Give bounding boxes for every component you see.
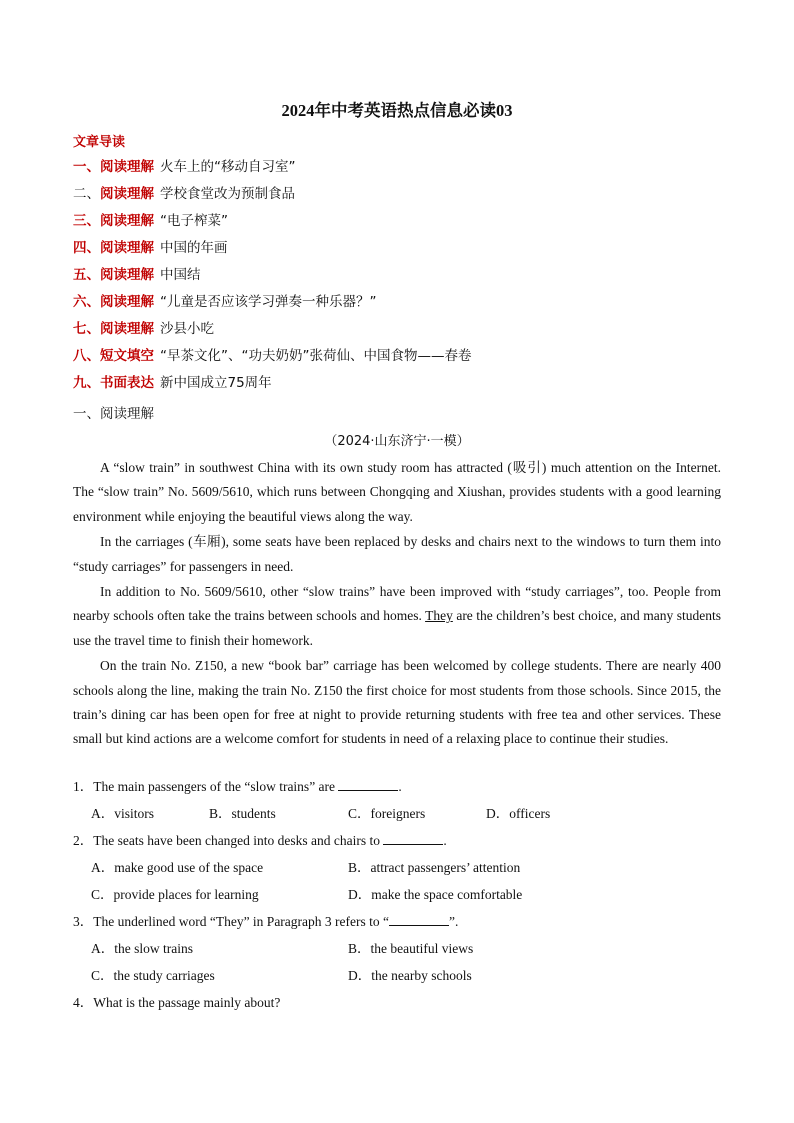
reading-passage: [73, 456, 721, 753]
guide-item-number: 六、: [73, 294, 100, 310]
passage-paragraph: [73, 580, 721, 653]
guide-item: [73, 157, 471, 184]
guide-item-tag: 书面表达: [100, 375, 154, 391]
guide-item: [73, 238, 471, 265]
guide-item-desc: 中国结: [160, 267, 201, 283]
option-a: A．the slow trains: [91, 941, 193, 956]
guide-item-desc: 火车上的“移动自习室”: [160, 159, 296, 175]
question-text: 1．The main passengers of the “slow trains” are: [73, 779, 339, 794]
question-stem: [73, 776, 721, 803]
question-text: 3．The underlined word “They” in Paragraph 3 refers to “: [73, 914, 390, 929]
answer-blank: [389, 911, 449, 926]
option-c: C．foreigners: [348, 806, 426, 821]
passage-paragraph: A “slow train” in southwest China with its own study room has attracted (吸引) much attention on the Internet. The “slow train” No. 5609/5610, which runs between Chongqing and Xiushan, provides students with a good learning environment while enjoying the beautiful views along the way.: [73, 460, 721, 524]
guide-item-desc: “电子榨菜”: [160, 213, 228, 229]
guide-item: [73, 211, 471, 238]
question-text: 2．The seats have been changed into desks and chairs to: [73, 833, 384, 848]
question-stem: [73, 992, 721, 1019]
option-row: [73, 803, 721, 830]
guide-item-number: 五、: [73, 267, 100, 283]
guide-item-desc: 中国的年画: [160, 240, 228, 256]
underlined-word: They: [425, 608, 453, 624]
guide-item-tag: 阅读理解: [100, 294, 154, 310]
guide-item-desc: “早茶文化”、“功夫奶奶”张荷仙、中国食物——春卷: [160, 348, 472, 364]
guide-item: [73, 373, 471, 400]
passage-paragraph: In the carriages (车厢), some seats have been replaced by desks and chairs next to the windows to turn them into “study carriages” for passengers in need.: [73, 534, 721, 574]
guide-item-number: 二、: [73, 186, 100, 202]
guide-item-desc: 新中国成立75周年: [160, 375, 272, 391]
passage-text: are the children’s best choice, and many students use the travel time to finish their homework.: [73, 608, 721, 648]
guide-item-number: 八、: [73, 348, 100, 364]
guide-item-tag: 阅读理解: [100, 159, 154, 175]
guide-item-tag: 阅读理解: [100, 240, 154, 256]
option-row: [73, 884, 721, 911]
guide-item: [73, 292, 471, 319]
option-a: A．make good use of the space: [91, 860, 264, 875]
question-text: .: [443, 833, 447, 848]
article-guide-list: [73, 157, 471, 400]
option-row: [73, 857, 721, 884]
answer-blank: [383, 830, 443, 845]
option-b: B．students: [209, 806, 276, 821]
guide-item-tag: 阅读理解: [100, 321, 154, 337]
option-b: B．attract passengers’ attention: [348, 860, 521, 875]
question-text: ”.: [449, 914, 459, 929]
guide-item-tag: 阅读理解: [100, 213, 154, 229]
option-row: [73, 965, 721, 992]
question-text: .: [398, 779, 402, 794]
guide-item-desc: “儿童是否应该学习弹奏一种乐器？”: [160, 294, 377, 310]
option-d: D．the nearby schools: [348, 968, 472, 983]
question-stem: [73, 911, 721, 938]
guide-item: [73, 184, 471, 211]
passage-paragraph: On the train No. Z150, a new “book bar” carriage has been welcomed by college students. There are nearly 400 schools along the line, making the train No. Z150 the first choice for most students from those schools. Since 2015, the train’s dining car has been open for free at night to provide returning students with free tea and other services. These small but kind actions are a welcome comfort for students in need of a relaxing place to continue their studies.: [73, 658, 721, 747]
question-text: 4．What is the passage mainly about?: [73, 995, 281, 1010]
option-c: C．provide places for learning: [91, 887, 259, 902]
option-c: C．the study carriages: [91, 968, 215, 983]
passage-text: In addition to No. 5609/5610, other “slow trains” have been improved with “study carriages”, too. People from nearby schools often take the trains between schools and homes.: [73, 584, 721, 624]
guide-heading: 文章导读: [73, 135, 126, 150]
guide-item-number: 一、: [73, 159, 100, 175]
guide-item-number: 四、: [73, 240, 100, 256]
option-d: D．make the space comfortable: [348, 887, 523, 902]
guide-item-desc: 沙县小吃: [160, 321, 214, 337]
question-list: [73, 776, 721, 1019]
option-row: [73, 938, 721, 965]
guide-item-tag: 短文填空: [100, 348, 154, 364]
guide-item-number: 七、: [73, 321, 100, 337]
answer-blank: [338, 776, 398, 791]
guide-item: [73, 346, 471, 373]
guide-item: [73, 319, 471, 346]
page-title: 2024年中考英语热点信息必读03: [281, 101, 513, 120]
guide-item-tag: 阅读理解: [100, 267, 154, 283]
option-d: D．officers: [486, 806, 551, 821]
option-b: B．the beautiful views: [348, 941, 474, 956]
guide-item-tag: 阅读理解: [100, 186, 154, 202]
passage-source: （2024·山东济宁·一模）: [324, 434, 470, 449]
guide-item-desc: 学校食堂改为预制食品: [160, 186, 295, 202]
guide-item-number: 三、: [73, 213, 100, 229]
guide-item-number: 九、: [73, 375, 100, 391]
option-a: A．visitors: [91, 806, 155, 821]
question-stem: [73, 830, 721, 857]
section-heading: 一、阅读理解: [73, 406, 154, 422]
guide-item: [73, 265, 471, 292]
